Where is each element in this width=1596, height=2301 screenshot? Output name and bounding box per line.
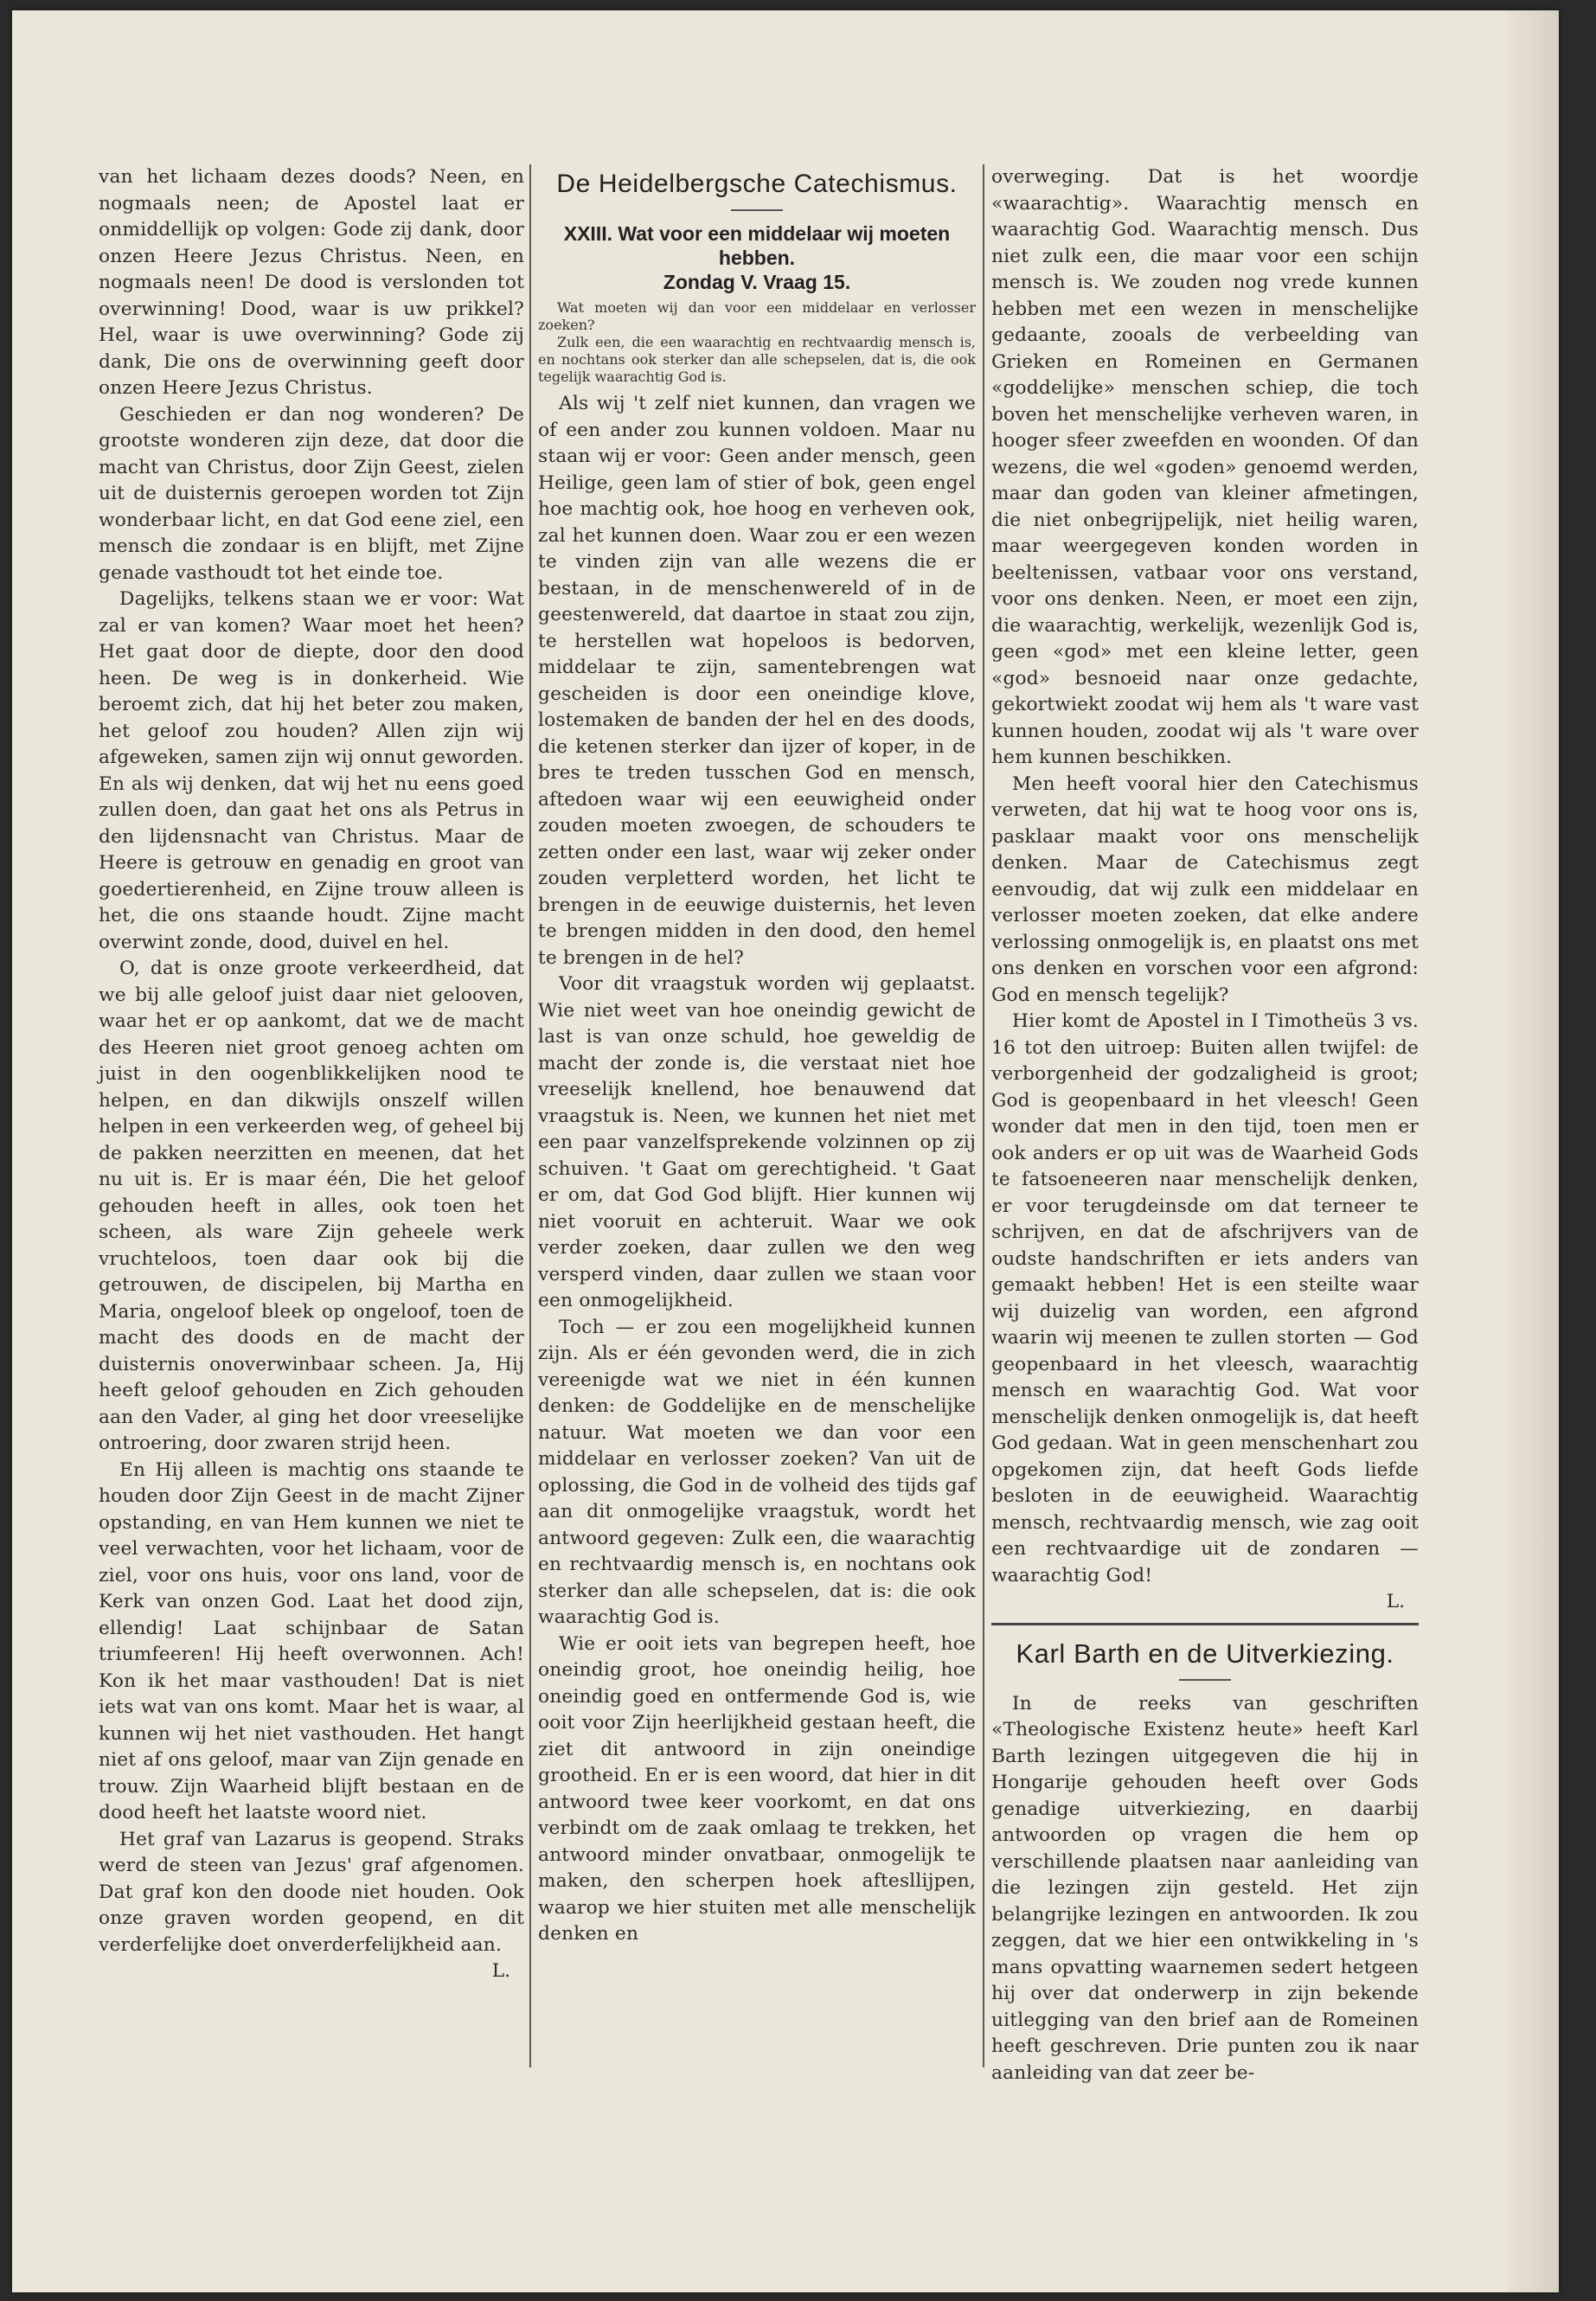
- catechism-question-answer: [538, 299, 976, 386]
- article-title-barth: Karl Barth en de Uitverkiezing.: [1016, 1638, 1394, 1669]
- paragraph: Als wij 't zelf niet kunnen, dan vragen we of een ander zou kunnen voldoen. Maar nu staan wij er voor: Geen ander mensch, geen Heilige, geen lam of stier of bok, geen engel hoe machtig ook, hoe hoog en verheven ook, zal het kunnen doen. Waar zou er een wezen te vinden zijn van alle wezens die er bestaan, in de menschenwereld of in de geestenwereld, dat daartoe in staat zou zijn, te herstellen wat hopeloos is bedorven, middelaar te zijn, samentebrengen wat gescheiden is door een oneindige klove, lostemaken de banden der hel en des doods, die ketenen sterker dan ijzer of koper, in de bres te treden tusschen God en mensch, aftedoen waar wij een eeuwigheid onder zouden moeten zwoegen, de schouders te zetten onder een last, waar wij zeker onder zouden verpletterd worden, het licht te brengen in de eeuwige duisternis, het leven te brengen midden in den dood, den hemel te brengen in de hel?: [538, 393, 976, 969]
- right-column: [991, 164, 1419, 2084]
- title-rule: [1179, 1679, 1231, 1681]
- paragraph: Toch — er zou een mogelijkheid kunnen zijn. Als er één gevonden werd, die in zich vereenigde wat we niet in één kunnen denken: de Goddelijke en de menschelijke natuur. Wat moeten we dan voor een middelaar en verlosser zoeken? Van uit de oplossing, die God in de volheid des tijds gaf aan dit onmogelijke vraagstuk, wordt het antwoord gegeven: Zulk een, die waarachtig en rechtvaardig mensch is, en nochtans ook sterker dan alle schepselen, dat is: die ook waarachtig God is.: [538, 1316, 976, 1628]
- paragraph: Het graf van Lazarus is geopend. Straks werd de steen van Jezus' graf afgenomen. Dat graf kon den doode niet houden. Ook onze graven worden geopend, en dit verderfelijke doet onverderfelijkheid aan.: [99, 1828, 524, 1956]
- column-divider-right: [983, 164, 984, 2067]
- paragraph: Men heeft vooral hier den Catechismus verweten, dat hij wat te hoog voor ons is, pasklaar maakt voor ons menschelijk denken. Maar de Catechismus zegt eenvoudig, dat wij zulk een middelaar en verlosser moeten zoeken, dat elke andere verlossing onmogelijk is, en plaatst ons met ons denken en vorschen voor een afgrond: God en mensch tegelijk?: [991, 772, 1419, 1006]
- catechism-question: Wat moeten wij dan voor een middelaar en verlosser zoeken?: [538, 299, 976, 333]
- left-column: [99, 164, 524, 2067]
- paragraph: Voor dit vraagstuk worden wij geplaatst. Wie niet weet van hoe oneindig gewicht de last is van onze schuld, hoe geweldig de macht der zonde is, die verstaat niet hoe vreeselijk knellend, hoe benauwend dat vraagstuk is. Neen, we kunnen het niet met een paar vanzelfsprekende volzinnen op zij schuiven. 't Gaat om gerechtigheid. 't Gaat er om, dat God God blijft. Hier kunnen wij niet vooruit en achteruit. Waar we ook verder zoeken, daar zullen we den weg versperd vinden, daar zullen we staan voor een onmogelijkheid.: [538, 973, 976, 1311]
- signature: L.: [491, 1960, 510, 1982]
- paragraph: O, dat is onze groote verkeerdheid, dat we bij alle geloof juist daar niet gelooven, waar het er op aankomt, dat we de macht des Heeren niet groot genoeg achten om juist in den oogenblikkelijken nood te helpen, en dan dikwijls onszelf willen helpen in een verkeerden weg, of geheel bij de pakken neerzitten en meenen, dat het nu uit is. Er is maar één, Die het geloof gehouden heeft in alles, ook toen het scheen, als ware Zijn geheele werk vruchteloos, toen daar ook bij die getrouwen, de discipelen, bij Martha en Maria, ongeloof bleek op ongeloof, toen de macht des doods en de macht der duisternis onoverwinbaar scheen. Ja, Hij heeft geloof gehouden en Zich gehouden aan den Vader, al ging het door vreeselijke ontroering, door zwaren strijd heen.: [99, 958, 524, 1454]
- article-title-catechism: De Heidelbergsche Catechismus.: [556, 170, 958, 198]
- column-divider-left: [529, 164, 531, 2067]
- signature: L.: [1386, 1591, 1405, 1612]
- section-divider: [991, 1623, 1419, 1625]
- paragraph: Dagelijks, telkens staan we er voor: Wat zal er van komen? Waar moet het heen? Het gaat door de diepte, door den dood heen. De weg is in donkerheid. Wie beroemt zich, dat hij het beter zou maken, het geloof zou houden? Allen zijn wij afgeweken, samen zijn wij onnut geworden. En als wij denken, dat wij het nu eens goed zullen doen, dan gaat het ons als Petrus in den lijdensnacht van Christus. Maar de Heere is getrouw en genadig en groot van goedertierenheid, en Zijne trouw alleen is het, die ons staande houdt. Zijne macht overwint zonde, dood, duivel en hel.: [99, 588, 524, 953]
- middle-column: [538, 164, 976, 2067]
- page-spine-shadow: [1507, 10, 1559, 2292]
- paragraph: Geschieden er dan nog wonderen? De grootste wonderen zijn deze, dat door die macht van Christus, door Zijn Geest, zielen uit de duisternis geroepen worden tot Zijn wonderbaar licht, en dat God eene ziel, een mensch die zondaar is en blijft, met Zijne genade vasthoudt tot het einde toe.: [99, 403, 524, 584]
- paragraph: van het lichaam dezes doods? Neen, en nogmaals neen; de Apostel laat er onmiddellijk op volgen: Gode zij dank, door onzen Heere Jezus Christus. Neen, en nogmaals neen! De dood is verslonden tot overwinning! Dood, waar is uw prikkel? Hel, waar is uwe overwinning? Gode zij dank, Die ons de overwinning geeft door onzen Heere Jezus Christus.: [99, 166, 524, 399]
- catechism-answer: Zulk een, die een waarachtig en rechtvaardig mensch is, en nochtans ook sterker dan alle schepselen, dat is, die ook tegelijk waarachtig God is.: [538, 334, 976, 385]
- paragraph: Hier komt de Apostel in I Timotheüs 3 vs. 16 tot den uitroep: Buiten allen twijfel: de verborgenheid der godzaligheid is groot; God is geopenbaard in het vleesch! Geen wonder dat men in den tijd, toen men er ook anders er op uit was de Waarheid Gods te fatsoeneeren naar menschelijk denken, er voor terugdeinsde om dat terneer te schrijven, en dat de afschrijvers van de oudste handschriften er iets anders van gemaakt hebben! Het is een steilte waar wij duizelig van worden, een afgrond waarin wij meenen te zullen storten — God geopenbaard in het vleesch, waarachtig mensch en waarachtig God. Wat voor menschelijk denken onmogelijk is, dat heeft God gedaan. Wat in geen menschenhart zou opgekomen zijn, dat heeft Gods liefde besloten in de eeuwigheid. Waarachtig mensch, rechtvaardig mensch, wie zag ooit een rechtvaardige uit de zondaren — waarachtig God!: [991, 1010, 1419, 1586]
- article-subtitle-sunday: Zondag V. Vraag 15.: [663, 271, 851, 293]
- paragraph: In de reeks van geschriften «Theologische Existenz heute» heeft Karl Barth lezingen uitgegeven die hij in Hongarije gehouden heeft over Gods genadige uitverkiezing, en daarbij antwoorden op vragen die hem op verschillende plaatsen naar aanleiding van die lezingen zijn gesteld. Het zijn belangrijke lezingen en antwoorden. Ik zou zeggen, dat we hier een ontwikkeling in 's mans opvatting waarnemen sedert hetgeen hij over dat onderwerp in zijn bekende uitlegging van den brief aan de Romeinen heeft geschreven. Drie punten zou ik naar aanleiding van dat zeer be-: [991, 1692, 1419, 2084]
- title-rule: [731, 209, 783, 211]
- paragraph: overweging. Dat is het woordje «waarachtig». Waarachtig mensch en waarachtig God. Waarachtig mensch. Dus niet zulk een, die maar voor een schijn mensch is. We zouden nog vrede kunnen hebben met een wezen in menschelijke gedaante, zooals de verbeelding van Grieken en Romeinen en Germanen «goddelijke» menschen schiep, die toch boven het menschelijke verheven waren, in hooger sfeer zweefden en woonden. Of dan wezens, die wel «goden» genoemd werden, maar dan goden van kleiner afmetingen, die niet onbegrijpelijk, niet heilig waren, maar weergegeven konden worden in beeltenissen, vatbaar voor ons verstand, voor ons denken. Neen, er moet een zijn, die waarachtig, werkelijk, wezenlijk God is, geen «god» met een kleine letter, geen «god» besnoeid naar onze gedachte, gekortwiekt zoodat wij hem als 't ware vast kunnen houden, zoodat wij als 't ware over hem kunnen beschikken.: [991, 166, 1419, 768]
- paragraph: En Hij alleen is machtig ons staande te houden door Zijn Geest in de macht Zijner opstanding, en van Hem kunnen we niet te veel verwachten, voor het lichaam, voor de ziel, voor ons huis, voor ons land, voor de Kerk van onzen God. Laat het dood zijn, ellendig! Laat schijnbaar de Satan triumfeeren! Hij heeft overwonnen. Ach! Kon ik het maar vasthouden! Dat is niet iets wat van ons komt. Maar het is waar, al kunnen wij het niet vasthouden. Het hangt niet af ons geloof, maar van Zijn genade en trouw. Zijn Waarheid blijft bestaan en de dood heeft het laatste woord niet.: [99, 1458, 524, 1823]
- paragraph: Wie er ooit iets van begrepen heeft, hoe oneindig groot, hoe oneindig heilig, hoe oneindig goed en ontfermende God is, wie ooit voor Zijn heerlijkheid gestaan heeft, die ziet dit antwoord in zijn oneindige grootheid. En er is een woord, dat hier in dit antwoord twee keer voorkomt, en dat ons verbindt om de zaak omlaag te trekken, het antwoord minder onvatbaar, onmogelijk te maken, den scherpen hoek aftesllijpen, waarop we hier stuiten met alle menschelijk denken en: [538, 1632, 976, 1945]
- article-subtitle: XXIII. Wat voor een middelaar wij moeten hebben.: [563, 222, 951, 269]
